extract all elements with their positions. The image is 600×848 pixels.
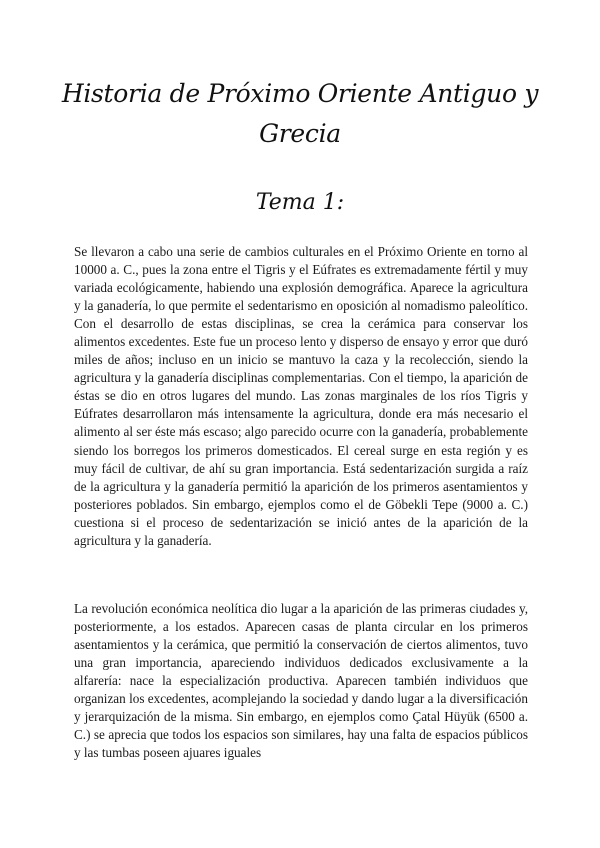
body-paragraph-1: Se llevaron a cabo una serie de cambios culturales en el Próximo Oriente en torno al 10000 a. C., pues la zona entre el Tigris y el Eúfrates es extremadamente fértil y muy variada ecológicamente, habiendo una explosión demográfica. Aparece la agricultura y la ganadería, lo que permite el sedentarismo en oposición al nomadismo paleolítico. Con el desarrollo de estas disciplinas, se crea la cerámica para conservar los alimentos excedentes. Este fue un proceso lento y disperso de ensayo y error que duró miles de años; incluso en un inicio se mantuvo la caza y la recolección, siendo la agricultura y la ganadería disciplinas complementarias. Con el tiempo, la aparición de éstas se dio en otros lugares del mundo. Las zonas marginales de los ríos Tigris y Eúfrates desarrollaron más intensamente la agricultura, donde era más necesario el alimento al ser éste más escaso; algo parecido ocurre con la ganadería, probablemente siendo los borregos los primeros domesticados. El cereal surge en esta región y es muy fácil de cultivar, de ahí su gran importancia. Está sedentarización surgida a raíz de la agricultura y la ganadería permitió la aparición de los primeros asentamientos y posteriores poblados. Sin embargo, ejemplos como el de Göbekli Tepe (9000 a. C.) cuestiona si el proceso de sedentarización se inició antes de la aparición de la agricultura y la ganadería. xyxy=(74,244,528,548)
topic-heading: Tema 1: xyxy=(255,190,345,215)
body-paragraph-2: La revolución económica neolítica dio lugar a la aparición de las primeras ciudades y, posteriormente, a los estados. Aparecen casas de planta circular en los primeros asentamientos y la cerámica, que permitió la conservación de ciertos alimentos, tuvo una gran importancia, apareciendo individuos dedicados exclusivamente a la alfarería: nace la especialización productiva. Aparecen también individuos que organizan los excedentes, acomplejando la sociedad y dando lugar a la diversificación y jerarquización de la misma. Sin embargo, en ejemplos como Çatal Hüyük (6500 a. C.) se aprecia que todos los espacios son similares, hay una falta de espacios públicos y las tumbas poseen ajuares iguales xyxy=(74,601,528,761)
document-title: Historia de Próximo Oriente Antiguo y Grecia xyxy=(61,79,539,148)
